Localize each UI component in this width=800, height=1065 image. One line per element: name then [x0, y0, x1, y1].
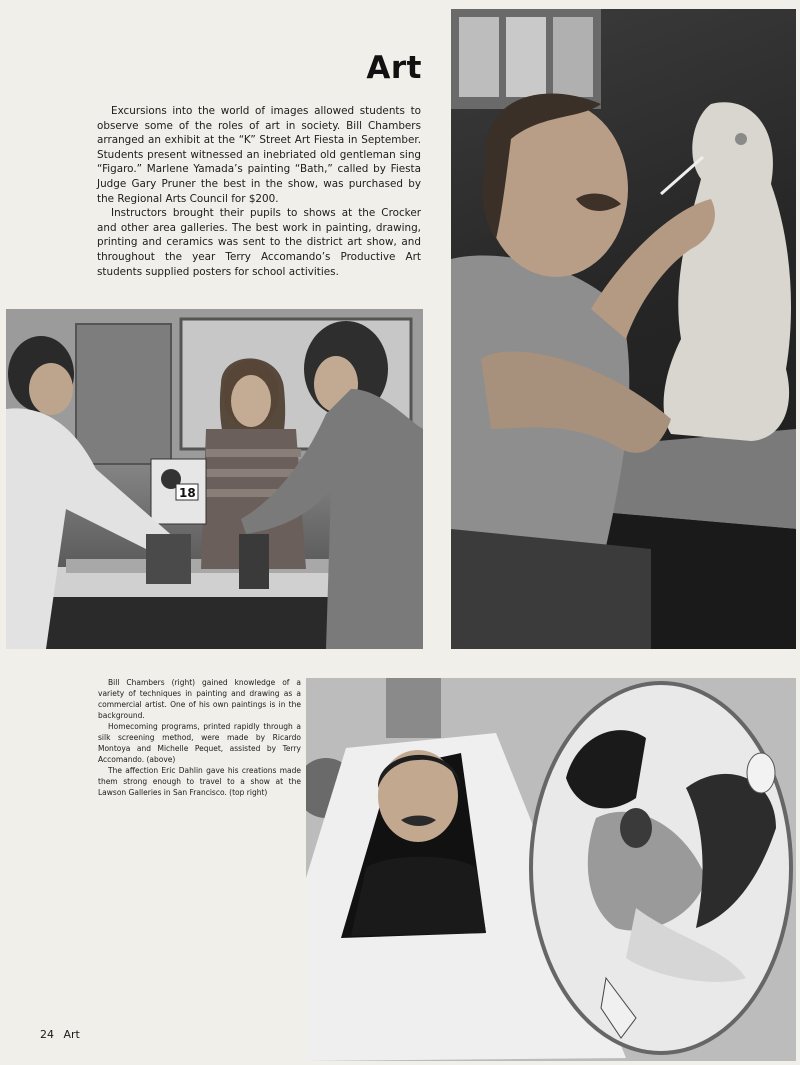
photo-sculptor	[451, 9, 796, 649]
caption-2: Homecoming programs, printed rapidly through a silk screening method, were made by Ricardo Montoya and Michelle Pequet, assisted by Terry Accomando. (above)	[98, 722, 301, 764]
intro-paragraph-2: Instructors brought their pupils to shows at the Crocker and other area galleries. The best work in painting, drawing, printing and ceramics was sent to the district art show, and throughout the year Terry Accomando’s Productive Art students supplied posters for school activities.	[97, 207, 421, 278]
intro-text	[97, 104, 421, 279]
caption-3: The affection Eric Dahlin gave his creations made them strong enough to travel to a show at the Lawson Galleries in San Francisco. (top right)	[98, 766, 301, 797]
photo-captions	[98, 677, 301, 798]
caption-1: Bill Chambers (right) gained knowledge of a variety of techniques in painting and drawing as a commercial artist. One of his own paintings is in the background.	[98, 678, 301, 720]
silkscreen-illustration	[6, 309, 423, 649]
sculptor-illustration	[451, 9, 796, 649]
intro-paragraph-1: Excursions into the world of images allowed students to observe some of the roles of art in society. Bill Chambers arranged an exhibit at the “K” Street Art Fiesta in September. Students present witnessed an inebriated old gentleman sing “Figaro.” Marlene Yamada’s painting “Bath,” called by Fiesta Judge Gary Pruner the best in the show, was purchased by the Regional Arts Council for $200.	[97, 105, 421, 205]
artist-illustration	[306, 678, 796, 1061]
photo-silkscreen	[6, 309, 423, 649]
page-folio: 24 Art	[40, 1028, 80, 1041]
photo-artist-with-painting	[306, 678, 796, 1061]
poster-number: 18	[179, 486, 196, 500]
page-title: Art	[366, 50, 422, 86]
